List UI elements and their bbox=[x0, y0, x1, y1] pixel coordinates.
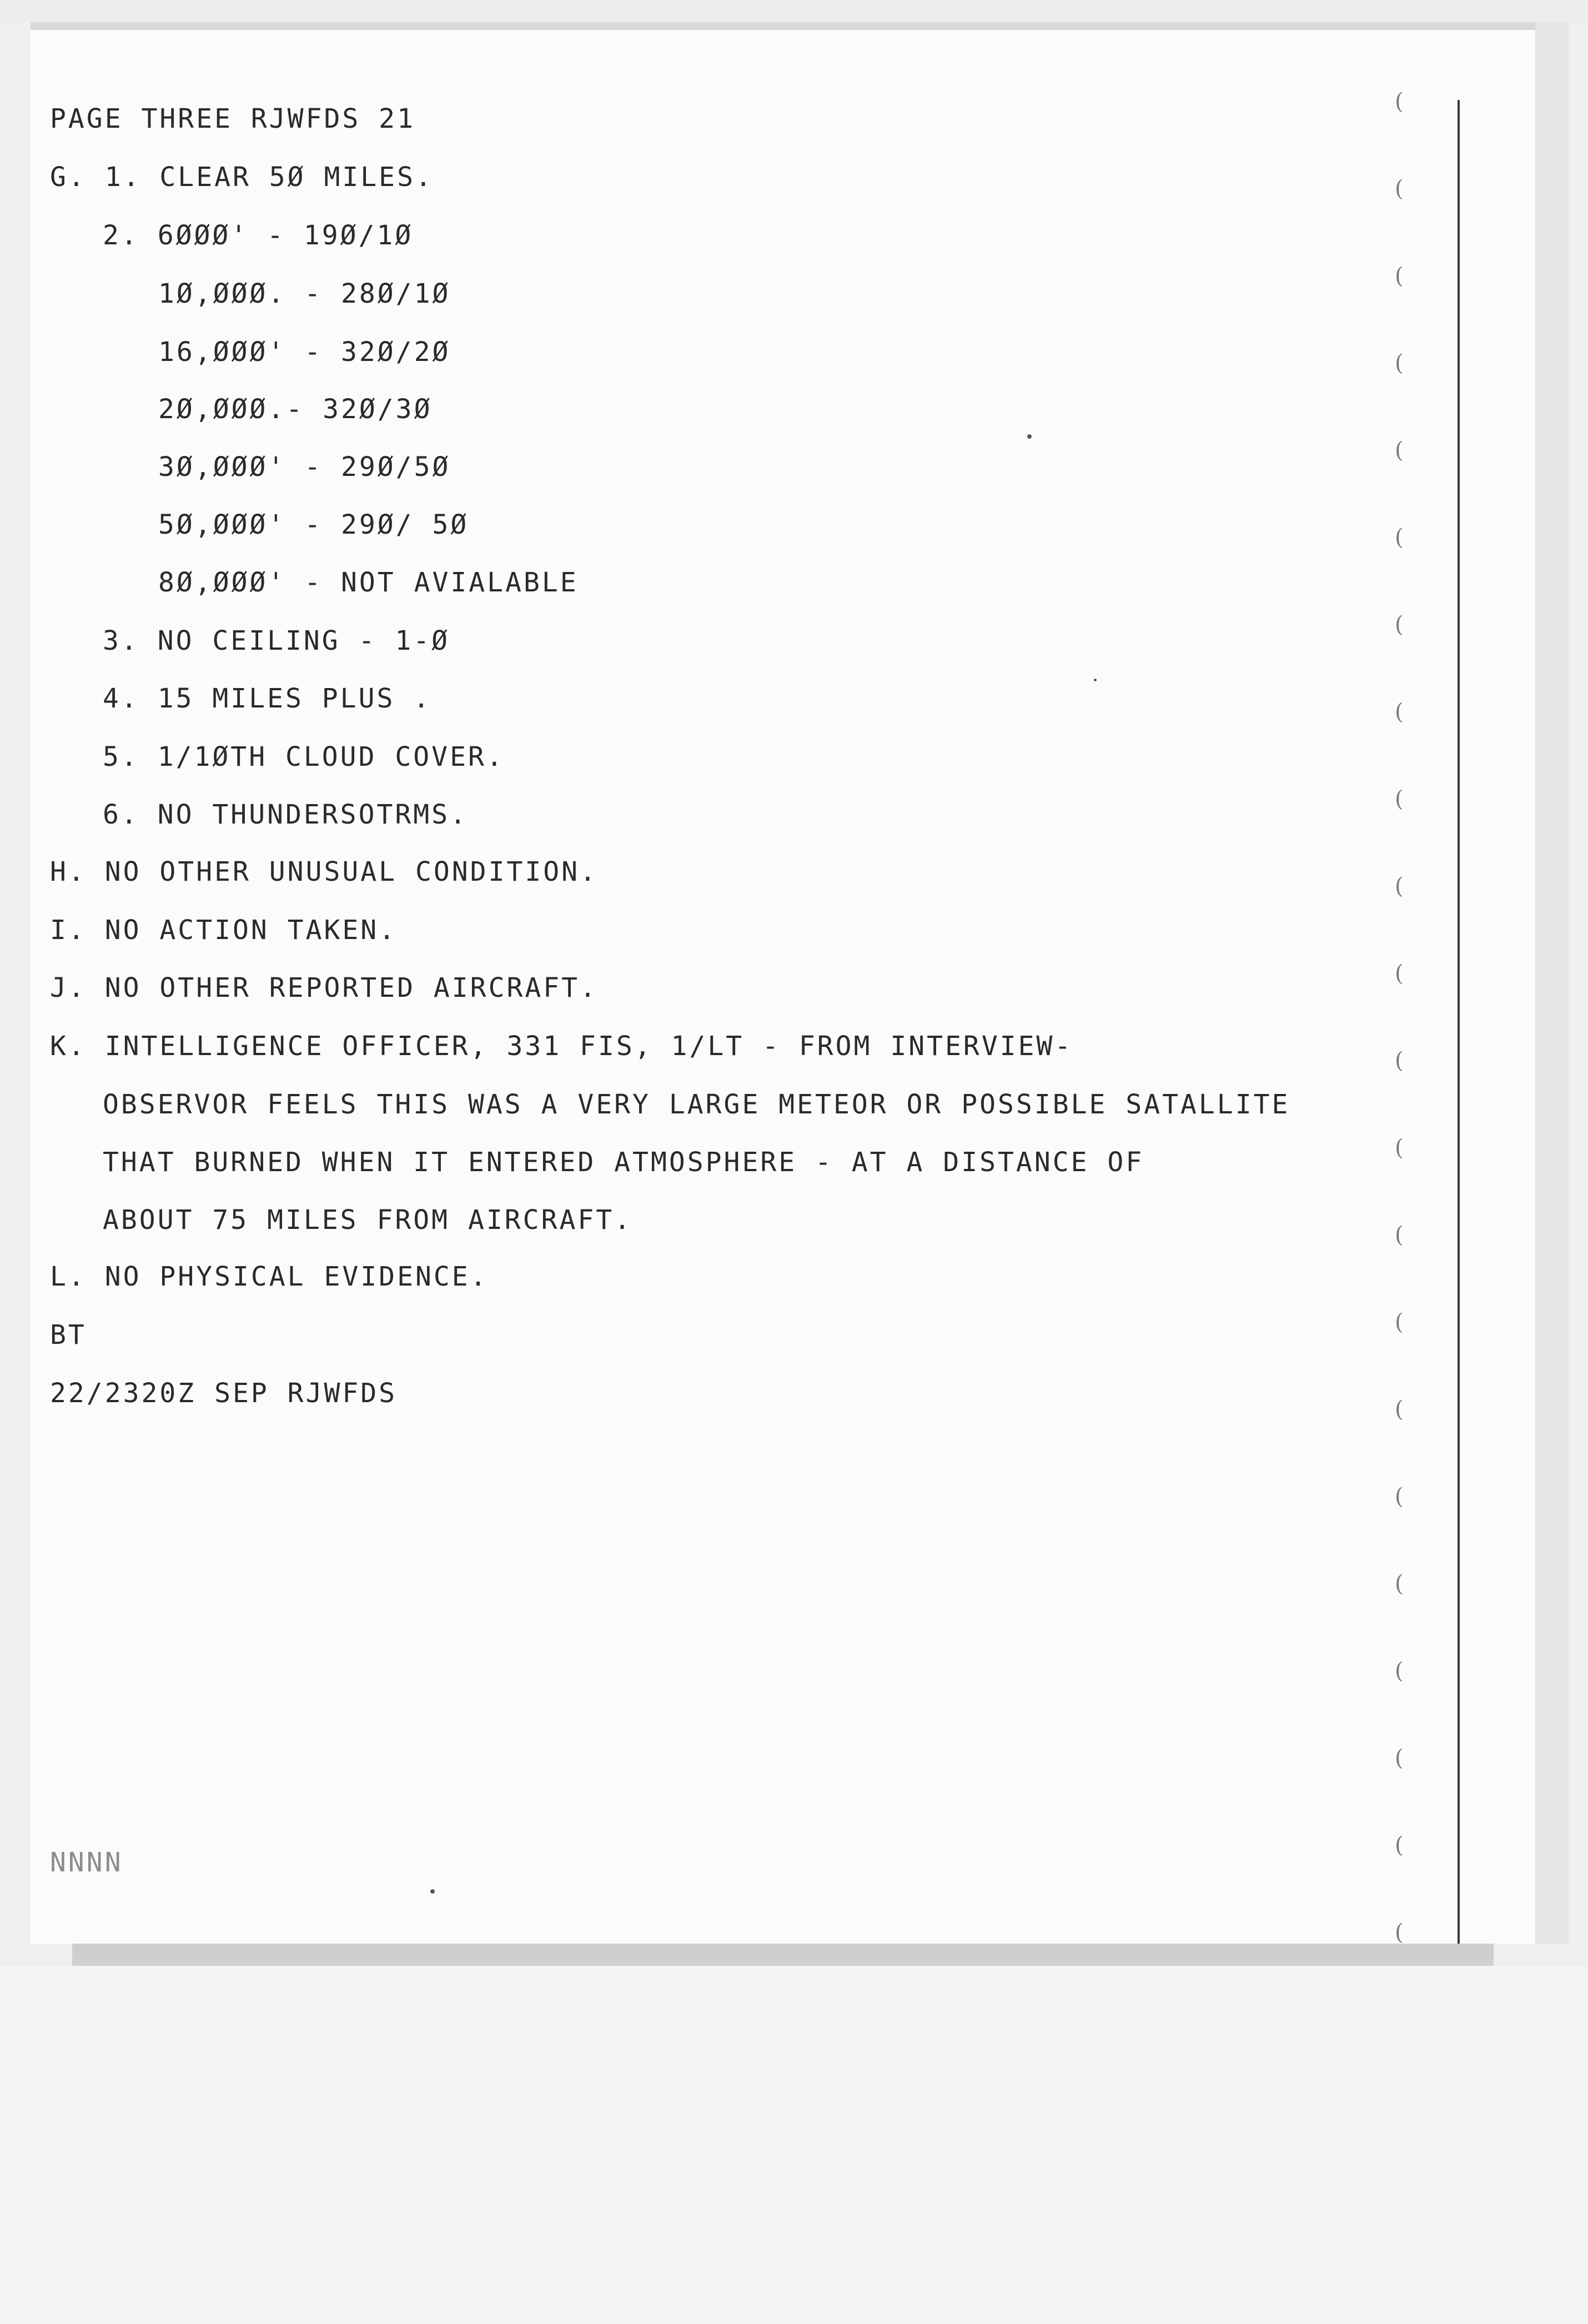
feed-hole-mark: ( bbox=[1395, 699, 1404, 725]
text-line: THAT BURNED WHEN IT ENTERED ATMOSPHERE - AT A DISTANCE OF bbox=[103, 1147, 1144, 1178]
speck bbox=[1094, 679, 1097, 681]
end-marker: NNNN bbox=[50, 1847, 123, 1878]
speck bbox=[430, 1889, 435, 1894]
text-line: 5. 1/1ØTH CLOUD COVER. bbox=[103, 741, 505, 772]
feed-hole-mark: ( bbox=[1395, 1135, 1404, 1161]
page-header: PAGE THREE RJWFDS 21 bbox=[50, 103, 415, 134]
feed-hole-mark: ( bbox=[1395, 176, 1404, 202]
text-line: 22/2320Z SEP RJWFDS bbox=[50, 1378, 398, 1409]
perforation-line bbox=[1458, 100, 1460, 1944]
feed-hole-mark: ( bbox=[1395, 438, 1404, 463]
text-line: 5Ø,ØØØ' - 29Ø/ 5Ø bbox=[158, 509, 469, 540]
text-line: 6. NO THUNDERSOTRMS. bbox=[103, 799, 468, 830]
text-line: I. NO ACTION TAKEN. bbox=[50, 915, 398, 946]
text-line: 8Ø,ØØØ' - NOT AVIALABLE bbox=[158, 567, 579, 598]
text-line: L. NO PHYSICAL EVIDENCE. bbox=[50, 1261, 489, 1292]
feed-hole-mark: ( bbox=[1395, 350, 1404, 376]
feed-hole-mark: ( bbox=[1395, 263, 1404, 289]
text-line: 4. 15 MILES PLUS . bbox=[103, 683, 432, 714]
text-line: 2Ø,ØØØ.- 32Ø/3Ø bbox=[158, 394, 433, 425]
speck bbox=[1027, 434, 1032, 439]
feed-hole-mark: ( bbox=[1395, 1309, 1404, 1335]
feed-hole-mark: ( bbox=[1395, 786, 1404, 812]
text-line: 1Ø,ØØØ. - 28Ø/1Ø bbox=[158, 278, 451, 309]
text-line: 16,ØØØ' - 32Ø/2Ø bbox=[158, 337, 451, 368]
feed-hole-mark: ( bbox=[1395, 1658, 1404, 1684]
text-line: BT bbox=[50, 1319, 87, 1351]
scan-right-border bbox=[1535, 22, 1569, 1944]
feed-hole-mark: ( bbox=[1395, 874, 1404, 899]
feed-hole-mark: ( bbox=[1395, 1745, 1404, 1771]
feed-hole-mark: ( bbox=[1395, 612, 1404, 638]
text-line: 2. 6ØØØ' - 19Ø/1Ø bbox=[103, 220, 414, 251]
feed-hole-mark: ( bbox=[1395, 1920, 1404, 1945]
text-line: 3Ø,ØØØ' - 29Ø/5Ø bbox=[158, 451, 451, 483]
text-line: H. NO OTHER UNUSUAL CONDITION. bbox=[50, 856, 598, 887]
feed-hole-mark: ( bbox=[1395, 1048, 1404, 1073]
text-line: ABOUT 75 MILES FROM AIRCRAFT. bbox=[103, 1204, 633, 1236]
feed-hole-mark: ( bbox=[1395, 1571, 1404, 1597]
scan-top-border bbox=[0, 0, 1588, 22]
text-line: K. INTELLIGENCE OFFICER, 331 FIS, 1/LT - FROM INTERVIEW- bbox=[50, 1031, 1073, 1062]
feed-hole-mark: ( bbox=[1395, 89, 1404, 114]
feed-hole-mark: ( bbox=[1395, 525, 1404, 550]
text-line: G. 1. CLEAR 5Ø MILES. bbox=[50, 162, 434, 193]
feed-hole-mark: ( bbox=[1395, 1833, 1404, 1858]
feed-hole-mark: ( bbox=[1395, 961, 1404, 986]
feed-hole-mark: ( bbox=[1395, 1484, 1404, 1509]
scan-bottom-area bbox=[0, 1966, 1588, 2324]
text-line: J. NO OTHER REPORTED AIRCRAFT. bbox=[50, 972, 598, 1003]
feed-hole-mark: ( bbox=[1395, 1397, 1404, 1422]
text-line: OBSERVOR FEELS THIS WAS A VERY LARGE METEOR OR POSSIBLE SATALLITE bbox=[103, 1089, 1290, 1120]
text-line: 3. NO CEILING - 1-Ø bbox=[103, 625, 450, 656]
tractor-feed-marks bbox=[1395, 89, 1411, 1949]
page-shadow bbox=[72, 1944, 1494, 1966]
feed-hole-mark: ( bbox=[1395, 1222, 1404, 1248]
